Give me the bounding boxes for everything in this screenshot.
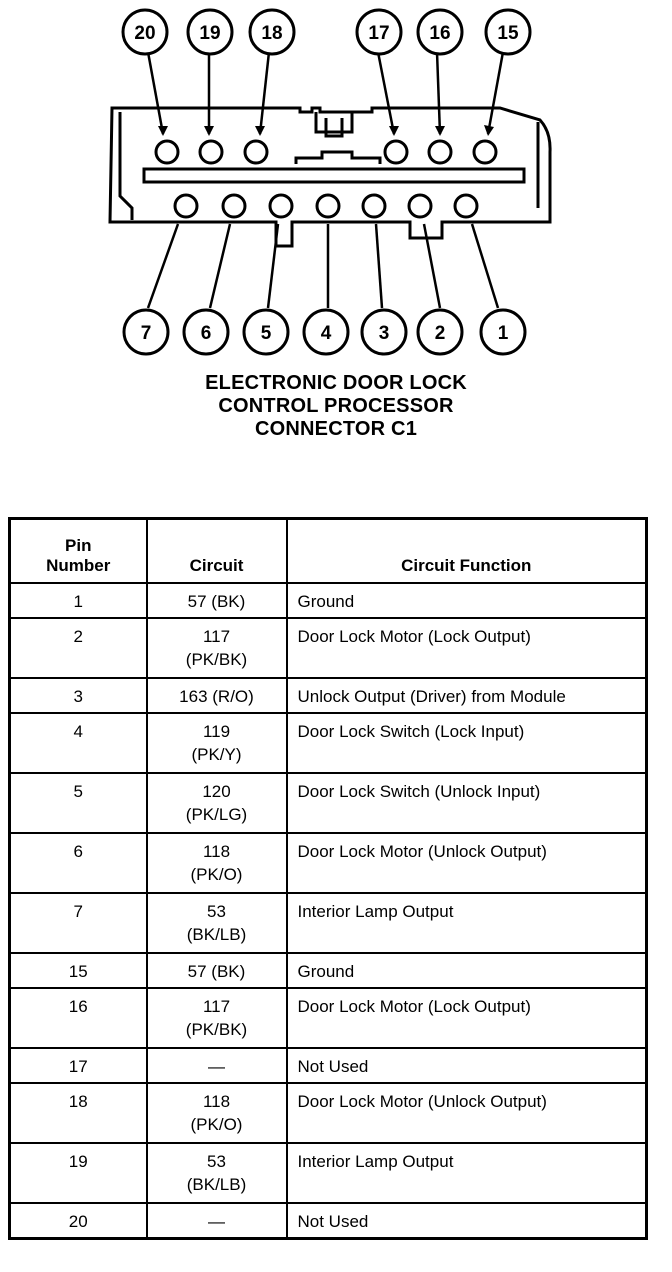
circuit-color: (PK/BK) (185, 650, 248, 669)
circuit-function-cell: Not Used (287, 1203, 647, 1239)
circuit-cell (147, 1203, 287, 1239)
table-row (10, 1083, 647, 1143)
top-pin-labels (123, 10, 530, 54)
table-row (10, 833, 647, 893)
circuit-number: 118 (202, 1092, 231, 1111)
socket-2 (409, 195, 431, 217)
socket-7 (175, 195, 197, 217)
pin-number-cell: 6 (10, 833, 147, 893)
circuit-cell (147, 618, 287, 678)
bottom-pin-labels (124, 310, 525, 354)
socket-17 (385, 141, 407, 163)
circuit-color: (PK/Y) (191, 745, 242, 764)
table-row (10, 893, 647, 953)
circuit-cell (147, 893, 287, 953)
pin-label-20: 20 (134, 23, 156, 44)
socket-1 (455, 195, 477, 217)
socket-18 (245, 141, 267, 163)
socket-6 (223, 195, 245, 217)
circuit-function-cell: Interior Lamp Output (287, 1143, 647, 1203)
circuit-function-cell: Door Lock Switch (Unlock Input) (287, 773, 647, 833)
caption-line-3: CONNECTOR C1 (254, 418, 418, 440)
pin-label-18: 18 (261, 23, 283, 44)
pin-number-cell: 15 (10, 953, 147, 988)
socket-4 (317, 195, 339, 217)
circuit-function-cell: Unlock Output (Driver) from Module (287, 678, 647, 713)
header-circuit-function: Circuit Function (287, 519, 647, 584)
circuit-cell (147, 773, 287, 833)
circuit-cell (147, 1083, 287, 1143)
pin-number-cell: 5 (10, 773, 147, 833)
circuit-number: 53 (207, 1152, 226, 1171)
pin-number-cell: 7 (10, 893, 147, 953)
pin-number-cell: 19 (10, 1143, 147, 1203)
bottom-pin-sockets (175, 195, 477, 217)
table-body (10, 583, 647, 1239)
socket-3 (363, 195, 385, 217)
table-row (10, 1143, 647, 1203)
header-pin-line1: Pin (65, 536, 92, 555)
pin-number-cell: 17 (10, 1048, 147, 1083)
pin-function-table (8, 517, 648, 1240)
socket-20 (156, 141, 178, 163)
circuit-cell (147, 678, 287, 713)
table-header-row (10, 519, 647, 584)
pin-label-6: 6 (200, 323, 212, 344)
pin-label-1: 1 (497, 323, 509, 344)
circuit-cell (147, 713, 287, 773)
circuit-color: (PK/O) (190, 1115, 243, 1134)
header-pin-number (10, 519, 147, 584)
circuit-cell (147, 1143, 287, 1203)
circuit-cell (147, 988, 287, 1048)
pin-label-7: 7 (140, 323, 152, 344)
pin-number-cell: 16 (10, 988, 147, 1048)
circuit-number: 57 (BK) (187, 592, 246, 611)
pin-number-cell: 4 (10, 713, 147, 773)
table-row (10, 1048, 647, 1083)
circuit-function-cell: Door Lock Motor (Lock Output) (287, 618, 647, 678)
circuit-color: (PK/BK) (185, 1020, 248, 1039)
table-row (10, 678, 647, 713)
pin-label-5: 5 (260, 323, 272, 344)
circuit-function-cell: Door Lock Motor (Unlock Output) (287, 1083, 647, 1143)
circuit-function-cell: Door Lock Switch (Lock Input) (287, 713, 647, 773)
pin-number-cell: 1 (10, 583, 147, 618)
circuit-color: (BK/LB) (186, 925, 247, 944)
table-row (10, 1203, 647, 1239)
pin-label-17: 17 (368, 23, 390, 44)
pin-number-cell: 2 (10, 618, 147, 678)
circuit-function-cell: Door Lock Motor (Lock Output) (287, 988, 647, 1048)
circuit-number: 117 (202, 627, 231, 646)
circuit-number: 118 (202, 842, 231, 861)
connector-divider (144, 169, 524, 182)
diagram-caption (0, 372, 672, 441)
pin-number-cell: 18 (10, 1083, 147, 1143)
socket-16 (429, 141, 451, 163)
circuit-number: 120 (202, 782, 231, 801)
pin-label-2: 2 (434, 323, 446, 344)
socket-15 (474, 141, 496, 163)
circuit-color: (PK/LG) (185, 805, 248, 824)
pin-label-19: 19 (199, 23, 221, 44)
pin-number-cell: 20 (10, 1203, 147, 1239)
circuit-color: (BK/LB) (186, 1175, 247, 1194)
circuit-cell (147, 953, 287, 988)
circuit-number: 53 (207, 902, 226, 921)
socket-19 (200, 141, 222, 163)
leader-lines (148, 52, 503, 308)
pin-label-4: 4 (320, 323, 332, 344)
table-row (10, 583, 647, 618)
pin-number-cell: 3 (10, 678, 147, 713)
table-row (10, 713, 647, 773)
table-row (10, 953, 647, 988)
circuit-function-cell: Not Used (287, 1048, 647, 1083)
pin-label-3: 3 (378, 323, 390, 344)
circuit-number: 163 (R/O) (179, 687, 254, 706)
circuit-function-cell: Interior Lamp Output (287, 893, 647, 953)
pin-label-16: 16 (429, 23, 451, 44)
table-row (10, 773, 647, 833)
connector-housing (110, 108, 550, 246)
circuit-cell (147, 1048, 287, 1083)
header-circuit: Circuit (147, 519, 287, 584)
header-pin-line2: Number (46, 556, 111, 575)
circuit-number: — (208, 1057, 225, 1076)
circuit-function-cell: Door Lock Motor (Unlock Output) (287, 833, 647, 893)
connector-diagram (0, 0, 672, 360)
circuit-number: — (208, 1212, 225, 1231)
caption-line-1: ELECTRONIC DOOR LOCK (205, 372, 467, 394)
circuit-cell (147, 833, 287, 893)
socket-5 (270, 195, 292, 217)
circuit-function-cell: Ground (287, 583, 647, 618)
circuit-number: 117 (202, 997, 231, 1016)
circuit-function-cell: Ground (287, 953, 647, 988)
pin-label-15: 15 (497, 23, 519, 44)
circuit-number: 57 (BK) (187, 962, 246, 981)
circuit-number: 119 (202, 722, 231, 741)
table-row (10, 618, 647, 678)
caption-line-2: CONTROL PROCESSOR (218, 395, 454, 417)
circuit-cell (147, 583, 287, 618)
circuit-color: (PK/O) (190, 865, 243, 884)
table-row (10, 988, 647, 1048)
